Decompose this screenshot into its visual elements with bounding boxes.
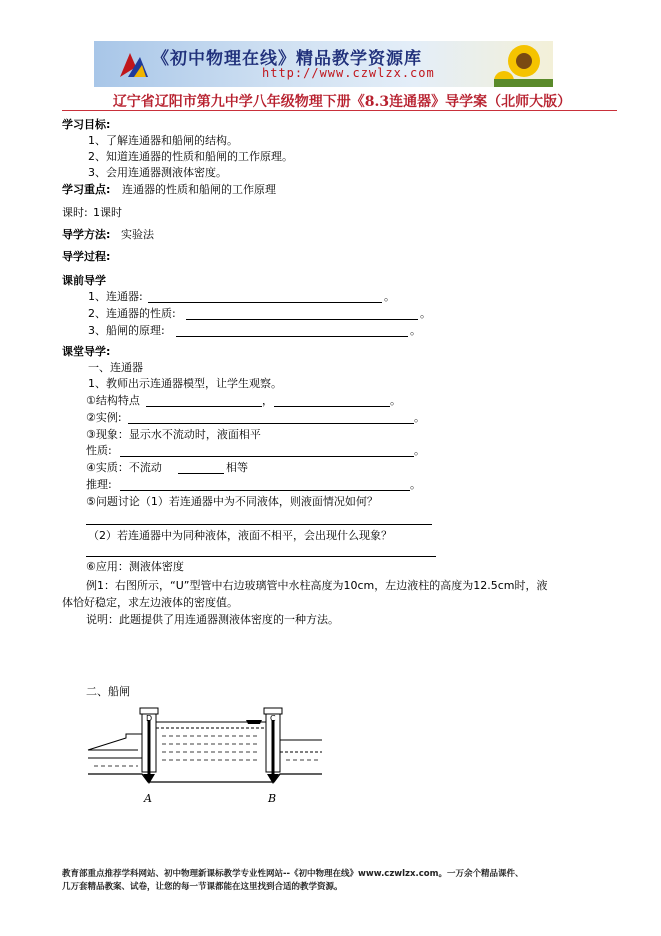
- label-a: A: [144, 792, 152, 805]
- preclass-item: 1、连通器:: [88, 290, 143, 303]
- logo-icon: [116, 47, 150, 81]
- label-d: D: [146, 714, 153, 723]
- period-mark: 。: [390, 394, 401, 407]
- answer-blank[interactable]: [274, 406, 390, 407]
- property-label: 性质:: [86, 444, 112, 457]
- ship-lock-diagram: [86, 700, 326, 806]
- hours-label: 课时:: [62, 206, 88, 219]
- answer-blank[interactable]: [148, 302, 382, 303]
- label-b: B: [268, 792, 277, 805]
- note-text: 说明：此题提供了用连通器测液体密度的一种方法。: [86, 613, 339, 626]
- answer-blank[interactable]: [186, 319, 418, 320]
- objective-item: 2、知道连通器的性质和船闸的工作原理。: [88, 150, 293, 163]
- discussion1-text: ⑤问题讨论（1）若连通器中为不同液体，则液面情况如何？: [86, 495, 378, 508]
- sunflower-icon: [494, 41, 553, 87]
- discussion2-text: （2）若连通器中为同种液体，液面不相平，会出现什么现象？: [88, 529, 392, 542]
- step1-text: 1、教师出示连通器模型，让学生观察。: [88, 377, 282, 390]
- reasoning-label: 推理:: [86, 478, 112, 491]
- structure-label: ①结构特点: [86, 394, 140, 407]
- objective-item: 3、会用连通器测液体密度。: [88, 166, 227, 179]
- answer-blank[interactable]: [178, 473, 224, 474]
- footer-line-1: 教育部重点推荐学科网站、初中物理新课标教学专业性网站--《初中物理在线》www.czwlzx.com。一万余个精品课件、: [62, 869, 524, 879]
- banner-text: 《初中物理在线》精品教学资源库: [152, 49, 422, 69]
- page-footer: [62, 868, 622, 894]
- answer-blank[interactable]: [120, 456, 414, 457]
- answer-blank[interactable]: [128, 423, 414, 424]
- example1-line1: 例1：右图所示，“U”型管中右边玻璃管中水柱高度为10cm，左边液柱的高度为12.5cm时，液: [86, 579, 548, 592]
- process-label: 导学过程:: [62, 250, 111, 263]
- banner-url: http://www.czwlzx.com: [262, 66, 435, 80]
- example-label: ②实例:: [86, 411, 122, 424]
- answer-blank[interactable]: [176, 336, 408, 337]
- phenomenon-text: ③现象：显示水不流动时，液面相平: [86, 428, 261, 441]
- answer-blank[interactable]: [146, 406, 262, 407]
- label-c: C: [270, 714, 276, 723]
- comma-mark: ，: [262, 394, 273, 407]
- preclass-item: 2、连通器的性质:: [88, 307, 176, 320]
- application-text: ⑥应用：测液体密度: [86, 560, 184, 573]
- header-banner: [94, 41, 553, 87]
- answer-blank[interactable]: [86, 556, 436, 557]
- period-mark: 。: [410, 324, 421, 337]
- objective-item: 1、了解连通器和船闸的结构。: [88, 134, 238, 147]
- essence-label: ④实质：不流动: [86, 461, 162, 474]
- objectives-heading: 学习目标:: [62, 118, 111, 131]
- focus-text: 连通器的性质和船闸的工作原理: [122, 183, 276, 196]
- period-mark: 。: [420, 307, 431, 320]
- preclass-item: 3、船闸的原理:: [88, 324, 165, 337]
- hours-text: 1课时: [93, 206, 122, 219]
- essence-text: 相等: [226, 461, 248, 474]
- section2-title: 二、船闸: [86, 685, 130, 698]
- period-mark: 。: [414, 444, 425, 457]
- preclass-heading: 课前导学: [62, 274, 106, 287]
- method-label: 导学方法:: [62, 228, 111, 241]
- example1-line2: 体恰好稳定，求左边液体的密度值。: [62, 596, 238, 609]
- title-divider: [62, 110, 617, 111]
- answer-blank[interactable]: [120, 490, 410, 491]
- page-title: 辽宁省辽阳市第九中学八年级物理下册《8.3连通器》导学案（北师大版）: [112, 94, 572, 110]
- focus-label: 学习重点:: [62, 183, 111, 196]
- footer-line-2: 几万套精品教案、试卷，让您的每一节课都能在这里找到合适的教学资源。: [62, 882, 343, 892]
- period-mark: 。: [410, 478, 421, 491]
- method-text: 实验法: [121, 228, 154, 241]
- period-mark: 。: [414, 411, 425, 424]
- section1-title: 一、连通器: [88, 361, 143, 374]
- period-mark: 。: [384, 290, 395, 303]
- inclass-heading: 课堂导学:: [62, 345, 111, 358]
- answer-blank[interactable]: [86, 524, 432, 525]
